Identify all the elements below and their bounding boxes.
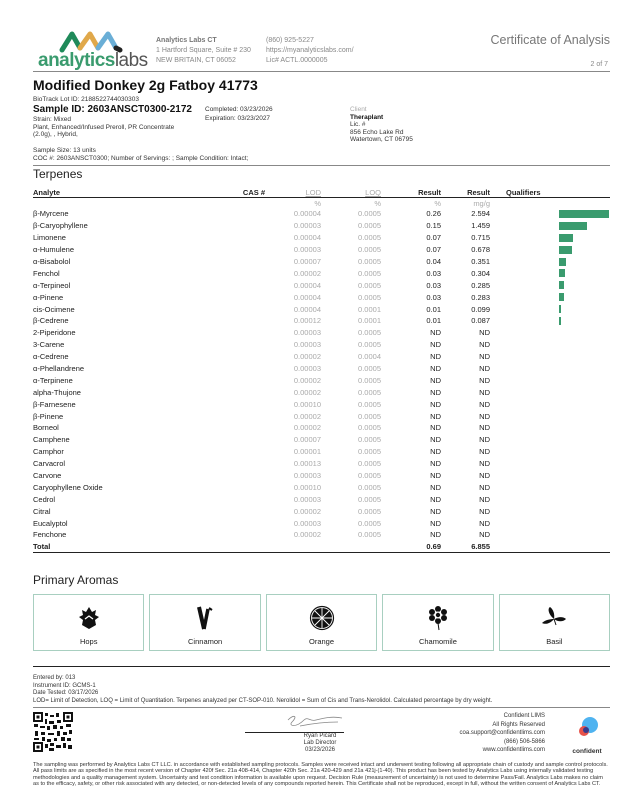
loq-cell: 0.0005 xyxy=(358,459,381,469)
result-pct-cell: ND xyxy=(430,328,441,338)
test-notes xyxy=(33,675,492,705)
sample-size: Sample Size: 13 units xyxy=(33,147,96,154)
result-pct-cell: ND xyxy=(430,352,441,362)
result-mg-cell: ND xyxy=(479,399,490,409)
result-mg-cell: ND xyxy=(479,411,490,421)
table-row xyxy=(33,470,610,482)
client-address-2: Watertown, CT 06795 xyxy=(350,136,413,143)
loq-cell: 0.0001 xyxy=(358,316,381,326)
result-mg-cell: ND xyxy=(479,530,490,540)
analyte-cell: Limonene xyxy=(33,233,66,243)
result-mg-cell: 0.099 xyxy=(471,304,490,314)
lod-cell: 0.00004 xyxy=(293,209,321,219)
lims-website[interactable]: www.confidentlims.com xyxy=(482,747,545,754)
result-mg-cell: ND xyxy=(479,482,490,492)
result-pct-cell: ND xyxy=(430,518,441,528)
result-pct-cell: 0.01 xyxy=(426,304,441,314)
analyte-cell: β-Cedrene xyxy=(33,316,69,326)
loq-cell: 0.0005 xyxy=(358,423,381,433)
result-pct-cell: ND xyxy=(430,530,441,540)
table-row xyxy=(33,327,610,339)
lod-cell: 0.00001 xyxy=(293,447,321,457)
header-divider xyxy=(33,71,610,72)
result-mg-cell: 0.678 xyxy=(471,245,490,255)
result-mg-cell: ND xyxy=(479,435,490,445)
loq-cell: 0.0005 xyxy=(358,530,381,540)
loq-cell: 0.0005 xyxy=(358,268,381,278)
basil-icon xyxy=(541,605,567,631)
lod-cell: 0.00012 xyxy=(293,316,321,326)
analyte-cell: Cedrol xyxy=(33,494,56,504)
chamomile-icon xyxy=(425,605,451,631)
col-cas: CAS # xyxy=(242,188,265,197)
result-pct-cell: 0.15 xyxy=(426,221,441,231)
col-loq: LOQ xyxy=(365,188,381,197)
loq-cell: 0.0005 xyxy=(358,482,381,492)
result-bar xyxy=(559,281,564,289)
lod-cell: 0.00003 xyxy=(293,471,321,481)
analyte-cell: Borneol xyxy=(33,423,59,433)
table-row xyxy=(33,291,610,303)
table-row xyxy=(33,398,610,410)
analyte-cell: β-Farnesene xyxy=(33,399,76,409)
result-pct-cell: ND xyxy=(430,423,441,433)
company-name: Analytics Labs CT xyxy=(156,37,217,44)
result-mg-cell: 0.304 xyxy=(471,268,490,278)
analyte-cell: β-Pinene xyxy=(33,411,64,421)
result-mg-cell: 0.351 xyxy=(471,257,490,266)
aromas-grid xyxy=(33,594,610,651)
company-phone: (860) 925-5227 xyxy=(266,37,314,44)
result-pct-cell: ND xyxy=(430,340,441,350)
analyte-cell: 3-Carene xyxy=(33,340,65,350)
product-title: Modified Donkey 2g Fatboy 41773 xyxy=(33,77,258,93)
lod-cell: 0.00002 xyxy=(293,352,321,362)
result-pct-cell: ND xyxy=(430,494,441,504)
loq-cell: 0.0005 xyxy=(358,233,381,243)
analyte-cell: Camphene xyxy=(33,435,70,445)
result-mg-cell: ND xyxy=(479,364,490,374)
lod-cell: 0.00013 xyxy=(293,459,321,469)
table-row xyxy=(33,386,610,398)
aroma-label: Chamomile xyxy=(418,637,457,646)
table-row xyxy=(33,505,610,517)
table-row xyxy=(33,434,610,446)
lod-cell: 0.00004 xyxy=(293,233,321,243)
analyte-cell: α-Bisabolol xyxy=(33,257,71,266)
analyte-cell: Eucalyptol xyxy=(33,518,68,528)
result-pct-cell: ND xyxy=(430,447,441,457)
total-pct: 0.69 xyxy=(426,541,441,551)
lims-email[interactable]: coa.support@confidentlims.com xyxy=(459,730,545,737)
company-contact xyxy=(266,36,354,66)
terpenes-title: Terpenes xyxy=(33,167,83,181)
loq-cell: 0.0001 xyxy=(358,304,381,314)
result-mg-cell: ND xyxy=(479,375,490,385)
analyte-cell: cis-Ocimene xyxy=(33,304,75,314)
analyte-cell: α-Phellandrene xyxy=(33,364,85,374)
lod-cell: 0.00003 xyxy=(293,221,321,231)
table-total-row xyxy=(33,541,610,553)
lod-cell: 0.00002 xyxy=(293,423,321,433)
col-result-mg: Result xyxy=(467,188,490,197)
lod-cell: 0.00010 xyxy=(293,399,321,409)
aroma-label: Basil xyxy=(546,637,563,646)
analyte-cell: β-Caryophyllene xyxy=(33,221,88,231)
loq-cell: 0.0005 xyxy=(358,280,381,290)
result-pct-cell: 0.03 xyxy=(426,280,441,290)
loq-cell: 0.0005 xyxy=(358,257,381,266)
result-mg-cell: ND xyxy=(479,423,490,433)
category-detail: (2.0g), , Hybrid, xyxy=(33,131,78,138)
result-mg-cell: ND xyxy=(479,328,490,338)
sample-dates xyxy=(205,106,273,123)
table-row xyxy=(33,267,610,279)
analyte-cell: Fenchone xyxy=(33,530,67,540)
result-mg-cell: 0.285 xyxy=(471,280,490,290)
signer-title: Lab Director xyxy=(303,740,337,746)
col-qualifiers: Qualifiers xyxy=(506,188,541,197)
loq-cell: 0.0005 xyxy=(358,245,381,255)
logo-text: analyticslabs xyxy=(38,50,148,71)
disclaimer: The sampling was performed by Analytics Labs CT LLC. in accordance with established sampling protocols. Samples were received intact and underwent testing following all appropriate chain of custody and sample control protocols. All pass limits are as specified in the most recent version of Chapter 420f Sec. 21a 408-414, Chapter 420h Sec. 21a 420-429 and 21a 421j-(1-40). This product has been tested by Analytics Labs using internally validated testing methodologies and a quality management system. Uncertainty and test condition information is available upon request. Decision Rule (measurement of uncertainty) is not used to determine Pass/Fail. Analytics Labs makes no claim as to the efficacy, safety, or other risk associated with any detected, or non-detected levels of any compounds reported herein. This Certificate shall not be reproduced, except in full, without the written consent of Analytics Labs CT. xyxy=(33,762,608,787)
lims-info xyxy=(460,712,545,755)
analyte-cell: Fenchol xyxy=(33,268,60,278)
table-row xyxy=(33,410,610,422)
analyte-cell: α-Pinene xyxy=(33,292,64,302)
result-pct-cell: ND xyxy=(430,471,441,481)
table-row xyxy=(33,244,610,256)
lod-cell: 0.00004 xyxy=(293,280,321,290)
lod-cell: 0.00007 xyxy=(293,257,321,266)
analyte-cell: α-Terpineol xyxy=(33,280,71,290)
table-row xyxy=(33,493,610,505)
result-bar xyxy=(559,269,565,277)
loq-cell: 0.0005 xyxy=(358,447,381,457)
lod-cell: 0.00002 xyxy=(293,387,321,397)
result-pct-cell: ND xyxy=(430,387,441,397)
result-pct-cell: 0.07 xyxy=(426,245,441,255)
signer-info xyxy=(290,733,350,754)
table-row xyxy=(33,339,610,351)
result-pct-cell: ND xyxy=(430,399,441,409)
signature-icon xyxy=(280,712,350,732)
loq-cell: 0.0005 xyxy=(358,506,381,516)
loq-cell: 0.0005 xyxy=(358,221,381,231)
section-divider xyxy=(33,165,610,166)
table-row xyxy=(33,208,610,220)
analyte-cell: α-Humulene xyxy=(33,245,75,255)
result-mg-cell: ND xyxy=(479,447,490,457)
analyte-cell: α-Terpinene xyxy=(33,375,73,385)
total-mg: 6.855 xyxy=(471,541,490,551)
analyte-cell: Carvone xyxy=(33,471,62,481)
result-pct-cell: ND xyxy=(430,411,441,421)
loq-cell: 0.0005 xyxy=(358,435,381,445)
analyte-cell: α-Cedrene xyxy=(33,352,69,362)
table-row xyxy=(33,220,610,232)
aroma-card xyxy=(499,594,610,651)
analytics-labs-logo xyxy=(38,28,148,72)
result-mg-cell: 0.283 xyxy=(471,292,490,302)
lod-cell: 0.00003 xyxy=(293,364,321,374)
client-label: Client xyxy=(350,106,367,113)
company-info xyxy=(156,36,251,66)
client-info xyxy=(350,106,413,144)
result-bar xyxy=(559,210,609,218)
unit-result-pct: % xyxy=(434,198,441,208)
result-pct-cell: 0.03 xyxy=(426,292,441,302)
result-mg-cell: ND xyxy=(479,518,490,528)
table-header xyxy=(33,188,610,198)
confident-logo-text: confident xyxy=(572,748,602,755)
result-mg-cell: 1.459 xyxy=(471,221,490,231)
table-row xyxy=(33,481,610,493)
table-row xyxy=(33,517,610,529)
table-row xyxy=(33,422,610,434)
loq-cell: 0.0005 xyxy=(358,518,381,528)
table-row xyxy=(33,279,610,291)
loq-cell: 0.0004 xyxy=(358,352,381,362)
unit-lod: % xyxy=(314,198,321,208)
loq-cell: 0.0005 xyxy=(358,209,381,219)
aroma-card xyxy=(266,594,377,651)
result-pct-cell: ND xyxy=(430,375,441,385)
analyte-cell: Caryophyllene Oxide xyxy=(33,482,103,492)
table-row xyxy=(33,458,610,470)
table-row xyxy=(33,374,610,386)
result-bar xyxy=(559,293,564,301)
lims-name: Confident LIMS xyxy=(503,713,545,719)
result-bar xyxy=(559,222,587,230)
analyte-cell: Camphor xyxy=(33,447,64,457)
col-lod: LOD xyxy=(305,188,321,197)
analyte-cell: alpha-Thujone xyxy=(33,387,81,397)
result-mg-cell: ND xyxy=(479,340,490,350)
lod-cell: 0.00004 xyxy=(293,292,321,302)
sample-id: Sample ID: 2603ANSCT0300-2172 xyxy=(33,104,192,115)
loq-cell: 0.0005 xyxy=(358,375,381,385)
unit-result-mg: mg/g xyxy=(473,198,490,208)
result-mg-cell: 2.594 xyxy=(471,209,490,219)
hops-icon xyxy=(76,605,102,631)
company-address-2: NEW BRITAIN, CT 06052 xyxy=(156,57,236,64)
result-pct-cell: 0.04 xyxy=(426,257,441,266)
result-pct-cell: ND xyxy=(430,459,441,469)
result-mg-cell: ND xyxy=(479,459,490,469)
result-pct-cell: 0.26 xyxy=(426,209,441,219)
result-mg-cell: ND xyxy=(479,387,490,397)
lod-cell: 0.00010 xyxy=(293,482,321,492)
analyte-cell: Carvacrol xyxy=(33,459,66,469)
lod-cell: 0.00002 xyxy=(293,411,321,421)
lod-cell: 0.00003 xyxy=(293,245,321,255)
aroma-label: Orange xyxy=(309,637,335,646)
page-number: 2 of 7 xyxy=(590,61,608,68)
qr-code-icon[interactable] xyxy=(33,712,73,752)
analyte-cell: 2-Piperidone xyxy=(33,328,76,338)
table-row xyxy=(33,256,610,268)
aroma-card xyxy=(33,594,144,651)
aroma-label: Cinnamon xyxy=(188,637,223,646)
client-license: Lic. # xyxy=(350,121,366,128)
analyte-cell: β-Myrcene xyxy=(33,209,69,219)
loq-cell: 0.0005 xyxy=(358,387,381,397)
loq-cell: 0.0005 xyxy=(358,399,381,409)
coc-info: COC #: 2603ANSCT0300; Number of Servings: ; Sample Condition: Intact; xyxy=(33,154,249,162)
table-units xyxy=(33,198,610,208)
company-address-1: 1 Hartford Square, Suite # 230 xyxy=(156,47,251,54)
lod-cell: 0.00003 xyxy=(293,328,321,338)
table-row xyxy=(33,232,610,244)
result-mg-cell: ND xyxy=(479,494,490,504)
strain-info xyxy=(33,116,203,139)
result-pct-cell: 0.01 xyxy=(426,316,441,326)
aromas-divider xyxy=(33,666,610,667)
analyte-cell: Citral xyxy=(33,506,51,516)
result-pct-cell: ND xyxy=(430,506,441,516)
result-mg-cell: ND xyxy=(479,506,490,516)
table-row xyxy=(33,351,610,363)
sample-details xyxy=(33,147,248,162)
company-website[interactable]: https://myanalyticslabs.com/ xyxy=(266,47,354,54)
cinnamon-icon xyxy=(192,605,218,631)
lod-cell: 0.00002 xyxy=(293,506,321,516)
result-mg-cell: ND xyxy=(479,471,490,481)
col-analyte: Analyte xyxy=(33,188,61,197)
result-bar xyxy=(559,258,566,266)
lod-cell: 0.00002 xyxy=(293,268,321,278)
completed-date: Completed: 03/23/2026 xyxy=(205,106,273,113)
result-mg-cell: ND xyxy=(479,352,490,362)
entered-by: Entered by: 013 xyxy=(33,675,76,681)
client-address-1: 856 Echo Lake Rd xyxy=(350,128,404,136)
loq-cell: 0.0005 xyxy=(358,292,381,302)
aroma-card xyxy=(382,594,493,651)
notes-divider xyxy=(33,707,610,708)
table-row xyxy=(33,529,610,541)
lod-cell: 0.00003 xyxy=(293,494,321,504)
table-row xyxy=(33,303,610,315)
result-mg-cell: 0.715 xyxy=(471,233,490,243)
company-license: Lic# ACTL.0000005 xyxy=(266,57,328,64)
terpenes-table xyxy=(33,188,610,553)
lod-cell: 0.00002 xyxy=(293,530,321,540)
result-pct-cell: 0.07 xyxy=(426,233,441,243)
result-pct-cell: ND xyxy=(430,435,441,445)
table-row xyxy=(33,315,610,327)
lims-rights: All Rights Reserved xyxy=(492,721,545,728)
lod-cell: 0.00004 xyxy=(293,304,321,314)
unit-loq: % xyxy=(374,198,381,208)
biotrack-lot-id: BioTrack Lot ID: 2188522744030303 xyxy=(33,96,140,103)
loq-cell: 0.0005 xyxy=(358,364,381,374)
aroma-label: Hops xyxy=(79,637,98,646)
table-row xyxy=(33,363,610,375)
result-pct-cell: 0.03 xyxy=(426,268,441,278)
client-name: Theraplant xyxy=(350,113,384,121)
confident-logo xyxy=(566,715,608,753)
document-title: Certificate of Analysis xyxy=(490,33,610,47)
lod-cell: 0.00002 xyxy=(293,375,321,385)
total-label: Total xyxy=(33,541,51,551)
lod-cell: 0.00003 xyxy=(293,340,321,350)
result-mg-cell: 0.087 xyxy=(471,316,490,326)
instrument-id: Instrument ID: GCMS-1 xyxy=(33,682,96,689)
table-row xyxy=(33,446,610,458)
loq-cell: 0.0005 xyxy=(358,494,381,504)
lims-phone: (866) 506-5866 xyxy=(503,738,545,745)
lod-cell: 0.00003 xyxy=(293,518,321,528)
lod-loq-legend: LOD= Limit of Detection, LOQ = Limit of Quantitation. Terpenes analyzed per CT-SOP-010. Nerolidol = Sum of Cis and Trans-Nerolidol. Calculated percentage by dry weight. xyxy=(33,697,493,704)
result-pct-cell: ND xyxy=(430,482,441,492)
signature-date: 03/23/2026 xyxy=(304,747,336,753)
strain: Strain: Mixed xyxy=(33,116,71,123)
aroma-card xyxy=(149,594,260,651)
aromas-title: Primary Aromas xyxy=(33,573,119,587)
loq-cell: 0.0005 xyxy=(358,471,381,481)
loq-cell: 0.0005 xyxy=(358,328,381,338)
result-bar xyxy=(559,246,572,254)
confident-logo-icon xyxy=(566,715,608,743)
result-bar xyxy=(559,305,561,313)
loq-cell: 0.0005 xyxy=(358,411,381,421)
signer-name: Ryan Picard xyxy=(303,733,337,739)
result-bar xyxy=(559,234,573,242)
date-tested: Date Tested: 03/17/2026 xyxy=(33,690,99,697)
loq-cell: 0.0005 xyxy=(358,340,381,350)
orange-icon xyxy=(309,605,335,631)
expiration-date: Expiration: 03/23/2027 xyxy=(205,114,271,122)
result-bar xyxy=(559,317,561,325)
category: Plant, Enhanced/Infused Preroll, PR Concentrate xyxy=(33,123,175,131)
col-result-pct: Result xyxy=(418,188,441,197)
result-pct-cell: ND xyxy=(430,364,441,374)
lod-cell: 0.00007 xyxy=(293,435,321,445)
